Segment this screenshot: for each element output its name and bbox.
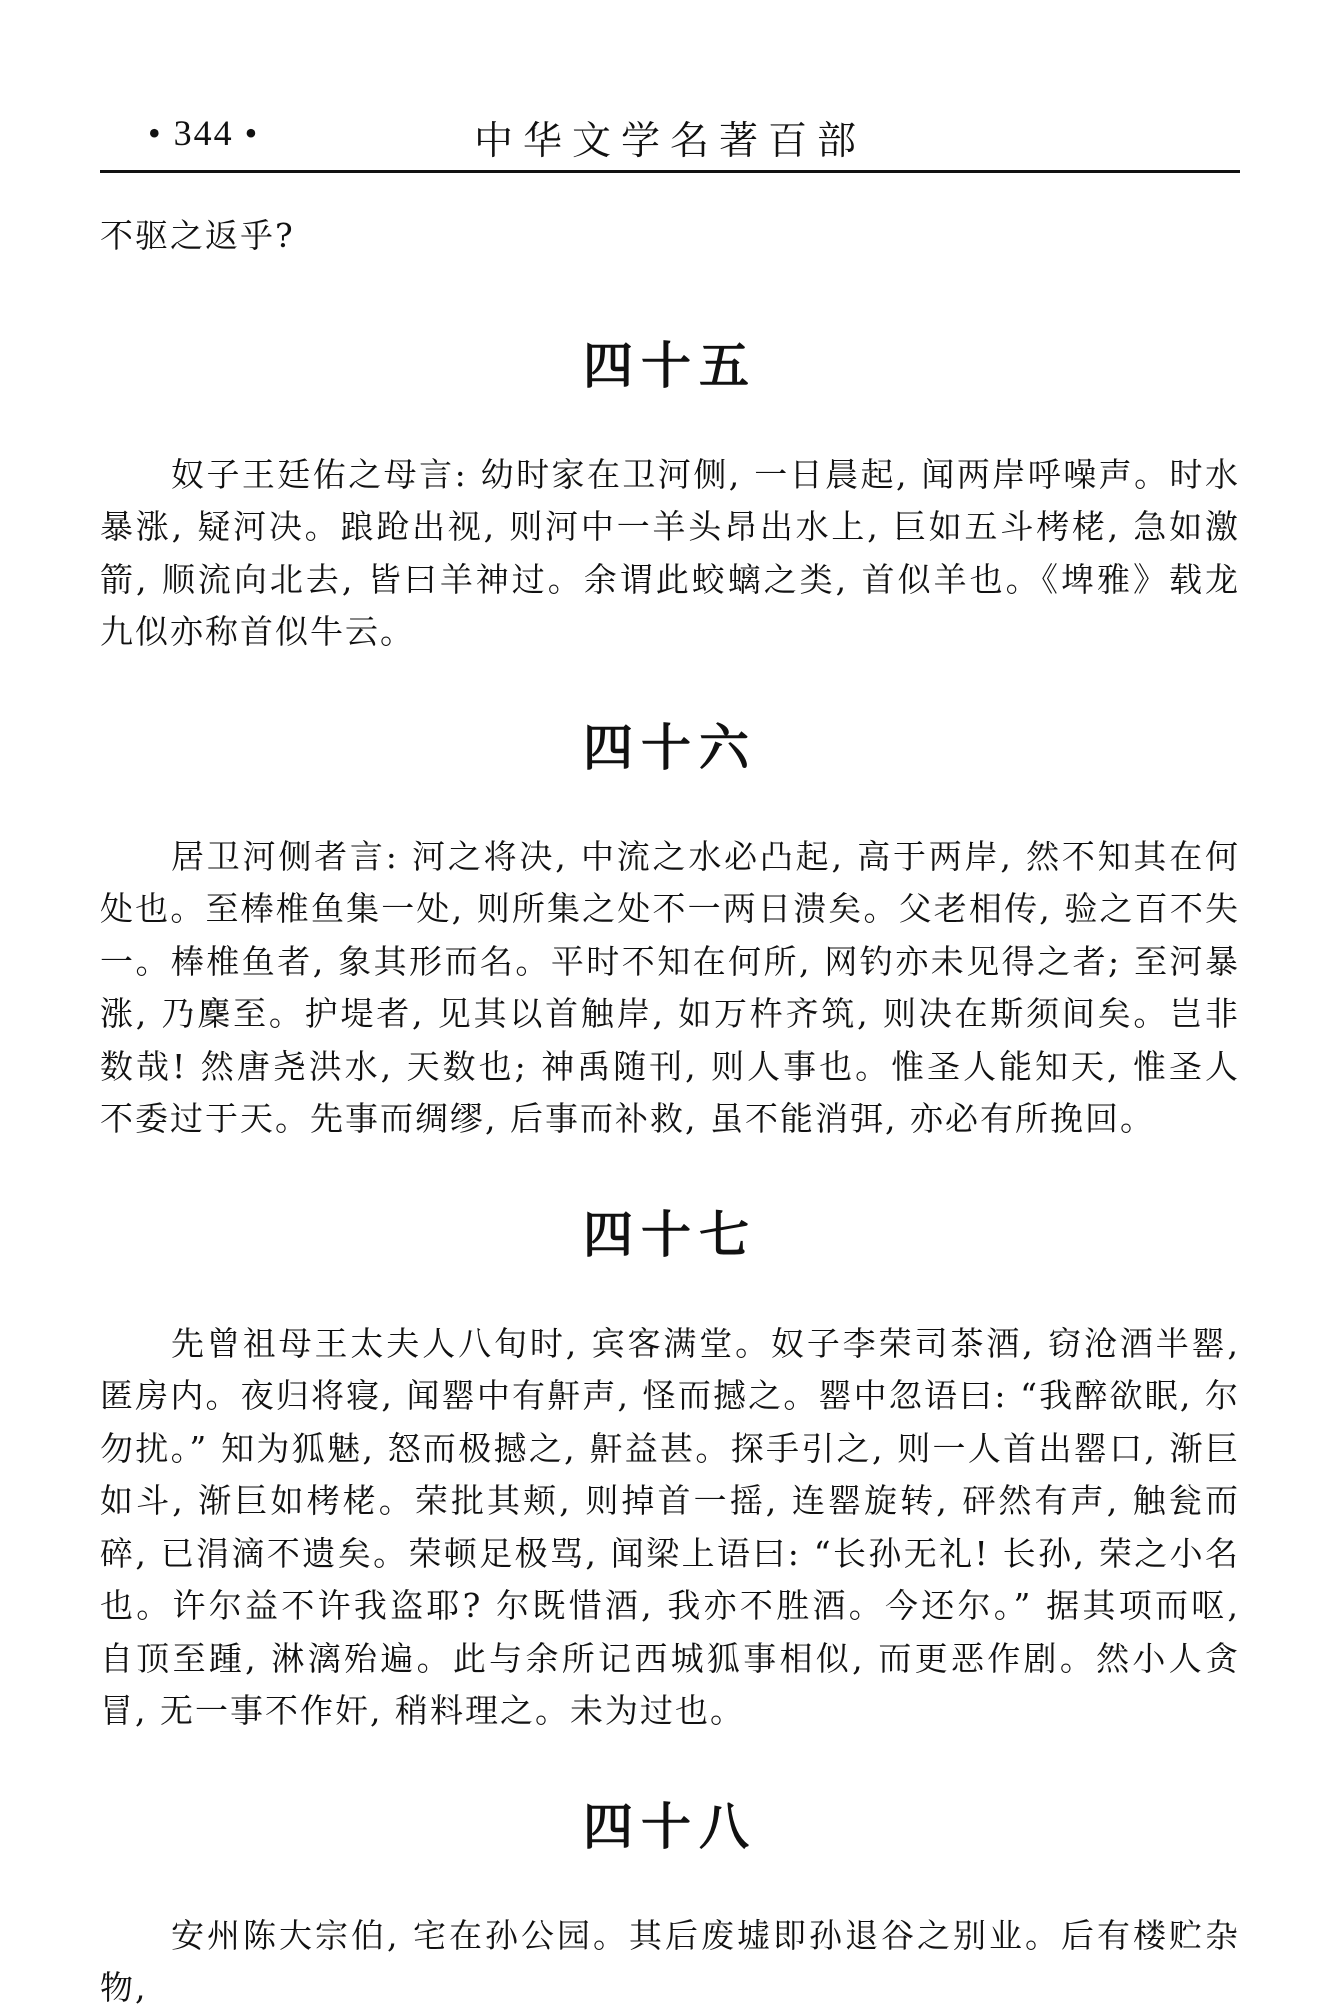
section-paragraph-46: 居卫河侧者言: 河之将决, 中流之水必凸起, 高于两岸, 然不知其在何处也。至棒椎鱼集一处, 则所集之处不一两日溃矣。父老相传, 验之百不失一。棒椎鱼者, 象其形而名。平时不知在何所, 网钓亦未见得之者; 至河暴涨, 乃麇至。护堤者, 见其以首触岸, 如万杵齐筑, 则决在斯须间矣。岂非数哉! 然唐尧洪水, 天数也; 神禹随刊, 则人事也。惟圣人能知天, 惟圣人不委过于天。先事而绸缪, 后事而补救, 虽不能消弭, 亦必有所挽回。: [100, 836, 1240, 1138]
section-paragraph-45: 奴子王廷佑之母言: 幼时家在卫河侧, 一日晨起, 闻两岸呼噪声。时水暴涨, 疑河决。踉跄出视, 则河中一羊头昂出水上, 巨如五斗栲栳, 急如激箭, 顺流向北去, 皆曰羊神过。余谓此蛟螭之类, 首似羊也。《埤雅》载龙九似亦称首似牛云。: [100, 454, 1240, 651]
page-number: • 344 •: [148, 113, 260, 153]
section-heading-48: 四十八: [583, 1797, 757, 1856]
header-rule: [100, 170, 1240, 173]
section-paragraph-48: 安州陈大宗伯, 宅在孙公园。其后废墟即孙退谷之别业。后有楼贮杂物,: [100, 1915, 1240, 2007]
book-title: 中华文学名著百部: [473, 119, 866, 164]
continuation-text: 不驱之返乎?: [100, 216, 295, 255]
page-body: [100, 210, 1240, 2015]
section-heading-45: 四十五: [583, 336, 757, 395]
section-heading-47: 四十七: [583, 1205, 757, 1264]
section-paragraph-47: 先曾祖母王太夫人八旬时, 宾客满堂。奴子李荣司茶酒, 窃沧酒半罂, 匿房内。夜归将寝, 闻罂中有鼾声, 怪而撼之。罂中忽语曰: “我醉欲眠, 尔勿扰。” 知为狐魅, 怒而极撼之, 鼾益甚。探手引之, 则一人首出罂口, 渐巨如斗, 渐巨如栲栳。荣批其颊, 则掉首一摇, 连罂旋转, 砰然有声, 触瓮而碎, 已涓滴不遗矣。荣顿足极骂, 闻梁上语曰: “长孙无礼! 长孙, 荣之小名也。许尔益不许我盗耶? 尔既惜酒, 我亦不胜酒。今还尔。” 据其项而呕, 自顶至踵, 淋漓殆遍。此与余所记西城狐事相似, 而更恶作剧。然小人贪冒, 无一事不作奸, 稍料理之。未为过也。: [100, 1323, 1240, 1730]
section-heading-46: 四十六: [583, 718, 757, 777]
page-header: [100, 108, 1240, 168]
